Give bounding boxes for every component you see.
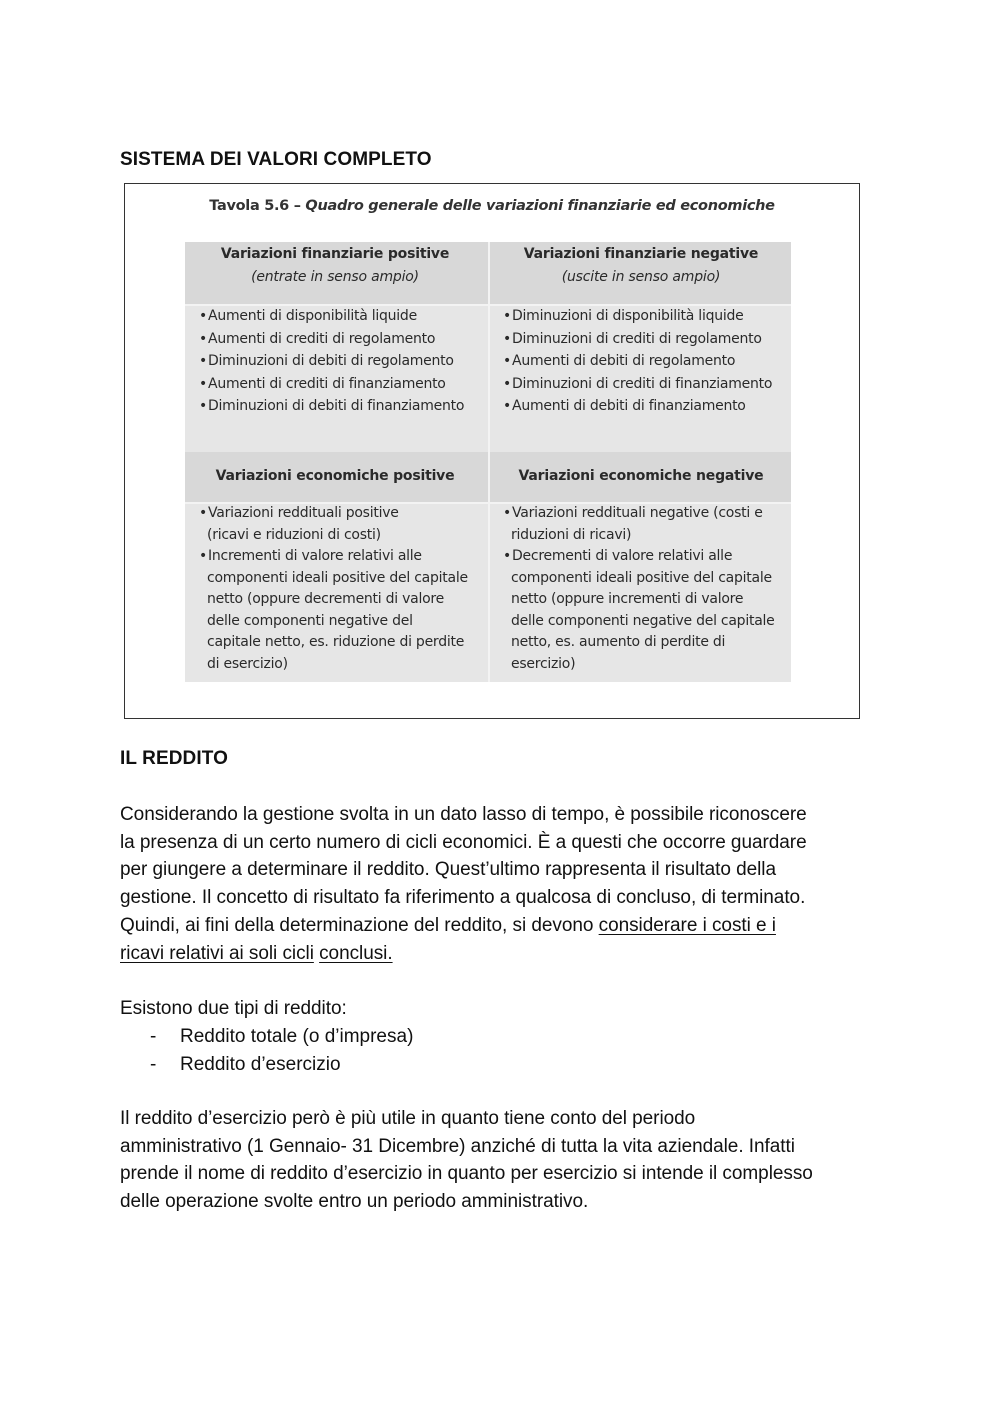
paragraph-line: Il reddito d’esercizio però è più utile in quanto tiene conto del periodo bbox=[120, 1108, 696, 1129]
list-item-continuation: (ricavi e riduzioni di costi) bbox=[207, 526, 381, 543]
list-item: • Diminuzioni di debiti di regolamento bbox=[199, 350, 464, 373]
list-item-continuation: netto (oppure incrementi di valore bbox=[511, 591, 744, 607]
dash-marker: - bbox=[150, 1026, 157, 1047]
paragraph-line bbox=[120, 912, 880, 940]
paragraph-line bbox=[120, 940, 880, 968]
column-heading: Variazioni finanziarie negative bbox=[523, 246, 759, 262]
paragraph bbox=[120, 995, 880, 1023]
bullet-list bbox=[199, 503, 468, 675]
dash-marker: - bbox=[150, 1054, 157, 1075]
list-item-continuation: delle componenti negative del bbox=[207, 612, 413, 629]
list-item: • Aumenti di debiti di finanziamento bbox=[503, 395, 772, 418]
list-item: • Diminuzioni di debiti di finanziamento bbox=[199, 395, 464, 418]
paragraph-line: per giungere a determinare il reddito. Quest’ultimo rappresenta il risultato della bbox=[120, 859, 776, 881]
figure-caption-prefix: Tavola 5.6 – bbox=[209, 198, 306, 214]
financial-variations-table bbox=[185, 242, 791, 474]
underlined-text: considerare i costi e i bbox=[598, 914, 776, 936]
list-item: • Variazioni reddituali positive bbox=[199, 503, 468, 525]
financial-negative-column bbox=[491, 246, 791, 285]
list-item: • Decrementi di valore relativi alle bbox=[503, 546, 775, 568]
economic-positive-column bbox=[185, 468, 485, 484]
list-item-continuation: netto (oppure decrementi di valore bbox=[207, 591, 444, 607]
table-divider bbox=[488, 452, 490, 682]
bullet-list bbox=[503, 305, 772, 418]
figure-caption bbox=[125, 198, 859, 214]
list-item-text: Reddito d’esercizio bbox=[180, 1054, 341, 1075]
list-item-continuation: delle componenti negative del capitale bbox=[511, 612, 775, 629]
bullet-list bbox=[199, 305, 464, 418]
paragraph bbox=[120, 1105, 880, 1216]
list-item-continuation: componenti ideali positive del capitale bbox=[207, 569, 468, 586]
list-item: • Incrementi di valore relativi alle bbox=[199, 546, 468, 568]
dash-list bbox=[150, 1023, 413, 1079]
list-item-continuation: capitale netto, es. riduzione di perdite bbox=[207, 634, 465, 650]
paragraph-line: delle operazione svolte entro un periodo amministrativo. bbox=[120, 1191, 589, 1213]
text-span: Quindi, ai fini della determinazione del reddito, si devono bbox=[120, 914, 599, 936]
list-item-text: Reddito totale (o d’impresa) bbox=[180, 1026, 414, 1047]
paragraph-line: la presenza di un certo numero di cicli economici. È a questi che occorre guardare bbox=[120, 831, 807, 853]
underlined-text: conclusi. bbox=[319, 942, 393, 964]
list-item: • Aumenti di disponibilità liquide bbox=[199, 305, 464, 328]
paragraph-line: amministrativo (1 Gennaio- 31 Dicembre) anziché di tutta la vita aziendale. Infatti bbox=[120, 1135, 795, 1157]
economic-variations-table bbox=[185, 452, 791, 682]
paragraph-line: gestione. Il concetto di risultato fa riferimento a qualcosa di concluso, di terminato. bbox=[120, 887, 806, 909]
bullet-list bbox=[503, 503, 775, 675]
underlined-text: ricavi relativi ai soli cicli bbox=[120, 942, 314, 964]
column-subheading: (entrate in senso ampio) bbox=[251, 269, 419, 285]
column-heading: Variazioni finanziarie positive bbox=[220, 246, 450, 262]
list-item bbox=[150, 1051, 413, 1079]
table-figure bbox=[124, 183, 860, 719]
column-heading: Variazioni economiche negative bbox=[518, 468, 764, 484]
paragraph bbox=[120, 801, 880, 967]
list-item-continuation: di esercizio) bbox=[207, 655, 288, 672]
table-divider bbox=[488, 242, 490, 474]
list-item: • Diminuzioni di disponibilità liquide bbox=[503, 305, 772, 328]
section-title-sistema-valori: SISTEMA DEI VALORI COMPLETO bbox=[120, 149, 432, 170]
list-item-continuation: riduzioni di ricavi) bbox=[511, 526, 632, 543]
section-title-reddito: IL REDDITO bbox=[120, 748, 228, 769]
list-item-continuation: componenti ideali positive del capitale bbox=[511, 569, 772, 586]
column-heading: Variazioni economiche positive bbox=[215, 468, 455, 484]
list-item: • Aumenti di debiti di regolamento bbox=[503, 350, 772, 373]
list-item-continuation: netto, es. aumento di perdite di bbox=[511, 634, 726, 650]
figure-caption-title: Quadro generale delle variazioni finanziarie ed economiche bbox=[305, 198, 775, 214]
paragraph-line: Considerando la gestione svolta in un dato lasso di tempo, è possibile riconoscere bbox=[120, 804, 807, 825]
list-item: • Diminuzioni di crediti di regolamento bbox=[503, 328, 772, 351]
paragraph-line: Esistono due tipi di reddito: bbox=[120, 998, 347, 1019]
list-item: • Diminuzioni di crediti di finanziamento bbox=[503, 373, 772, 396]
list-item: • Aumenti di crediti di regolamento bbox=[199, 328, 464, 351]
economic-negative-column bbox=[491, 468, 791, 484]
column-subheading: (uscite in senso ampio) bbox=[561, 269, 721, 285]
list-item: • Aumenti di crediti di finanziamento bbox=[199, 373, 464, 396]
financial-positive-column bbox=[185, 246, 485, 285]
paragraph-line: prende il nome di reddito d’esercizio in quanto per esercizio si intende il complesso bbox=[120, 1163, 813, 1185]
list-item: • Variazioni reddituali negative (costi e bbox=[503, 503, 775, 525]
list-item-continuation: esercizio) bbox=[511, 655, 576, 672]
list-item bbox=[150, 1023, 413, 1051]
